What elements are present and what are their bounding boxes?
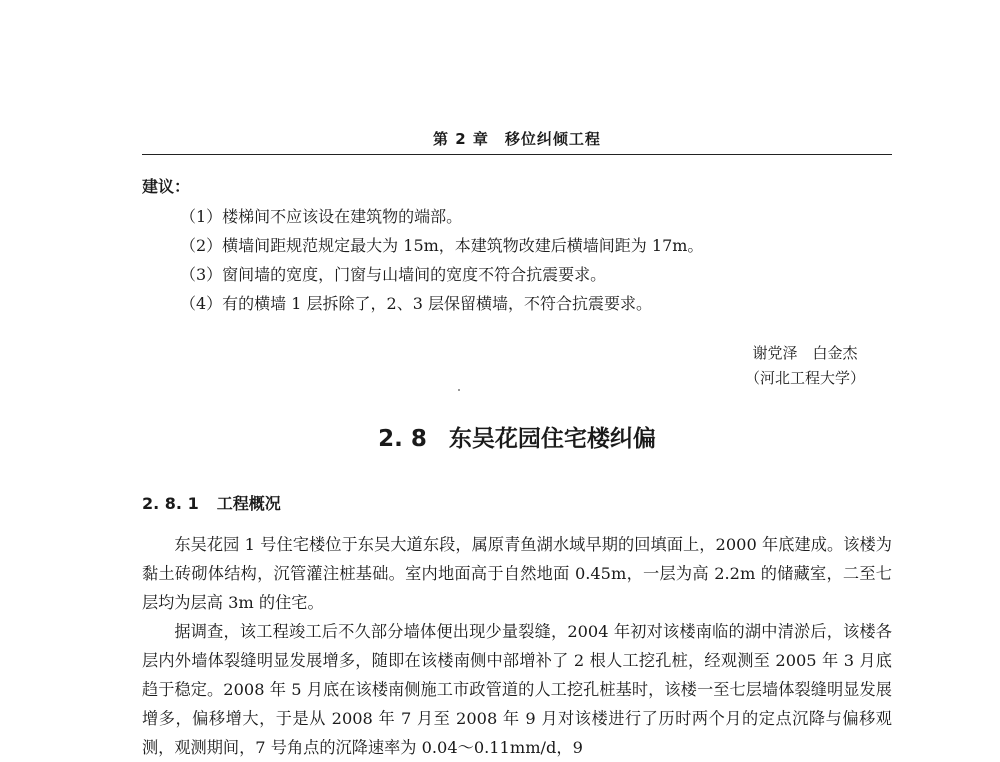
recommendation-item: （3）窗间墙的宽度，门窗与山墙间的宽度不符合抗震要求。 [180,265,607,284]
recommendations-label: 建议： [142,177,191,196]
body-paragraph: 东吴花园 1 号住宅楼位于东吴大道东段，属原青鱼湖水域早期的回填面上，2000 年底建成。该楼为黏土砖砌体结构，沉管灌注桩基础。室内地面高于自然地面 0.45m，一层为高 2.2m 的储藏室，二至七层均为层高 3m 的住宅。 [142,535,892,612]
recommendation-item: （2）横墙间距规范规定最大为 15m，本建筑物改建后横墙间距为 17m。 [180,236,704,255]
author-affiliation: （河北工程大学） [744,369,865,387]
section-number: 2. 8 [378,426,427,452]
header-rule [142,154,892,155]
running-header: 第 2 章 移位纠倾工程 [433,130,601,148]
subsection-heading [142,491,281,514]
recommendation-item: （4）有的横墙 1 层拆除了，2、3 层保留横墙，不符合抗震要求。 [180,294,652,313]
author-names: 谢党泽 白金杰 [752,344,858,362]
body-paragraph: 据调查，该工程竣工后不久部分墙体便出现少量裂缝，2004 年初对该楼南临的湖中清淤后，该楼各层内外墙体裂缝明显发展增多，随即在该楼南侧中部增补了 2 根人工挖孔桩，经观测至 2005 年 3 月底趋于稳定。2008 年 5 月底在该楼南侧施工市政管道的人工挖孔桩基时，该楼一至七层墙体裂缝明显发展增多，偏移增大，于是从 2008 年 7 月至 2008 年 9 月对该楼进行了历时两个月的定点沉降与偏移观测，观测期间，7 号角点的沉降速率为 0.04～0.11mm/d，9 [142,622,892,757]
subsection-title: 工程概况 [216,494,281,513]
recommendations-list [180,202,703,318]
recommendation-item: （1）楼梯间不应该设在建筑物的端部。 [180,207,463,226]
scan-speck [458,389,460,391]
subsection-number: 2. 8. 1 [142,494,199,513]
section-title: 东吴花园住宅楼纠偏 [448,426,656,452]
author-block [720,341,890,391]
section-heading [142,420,892,453]
